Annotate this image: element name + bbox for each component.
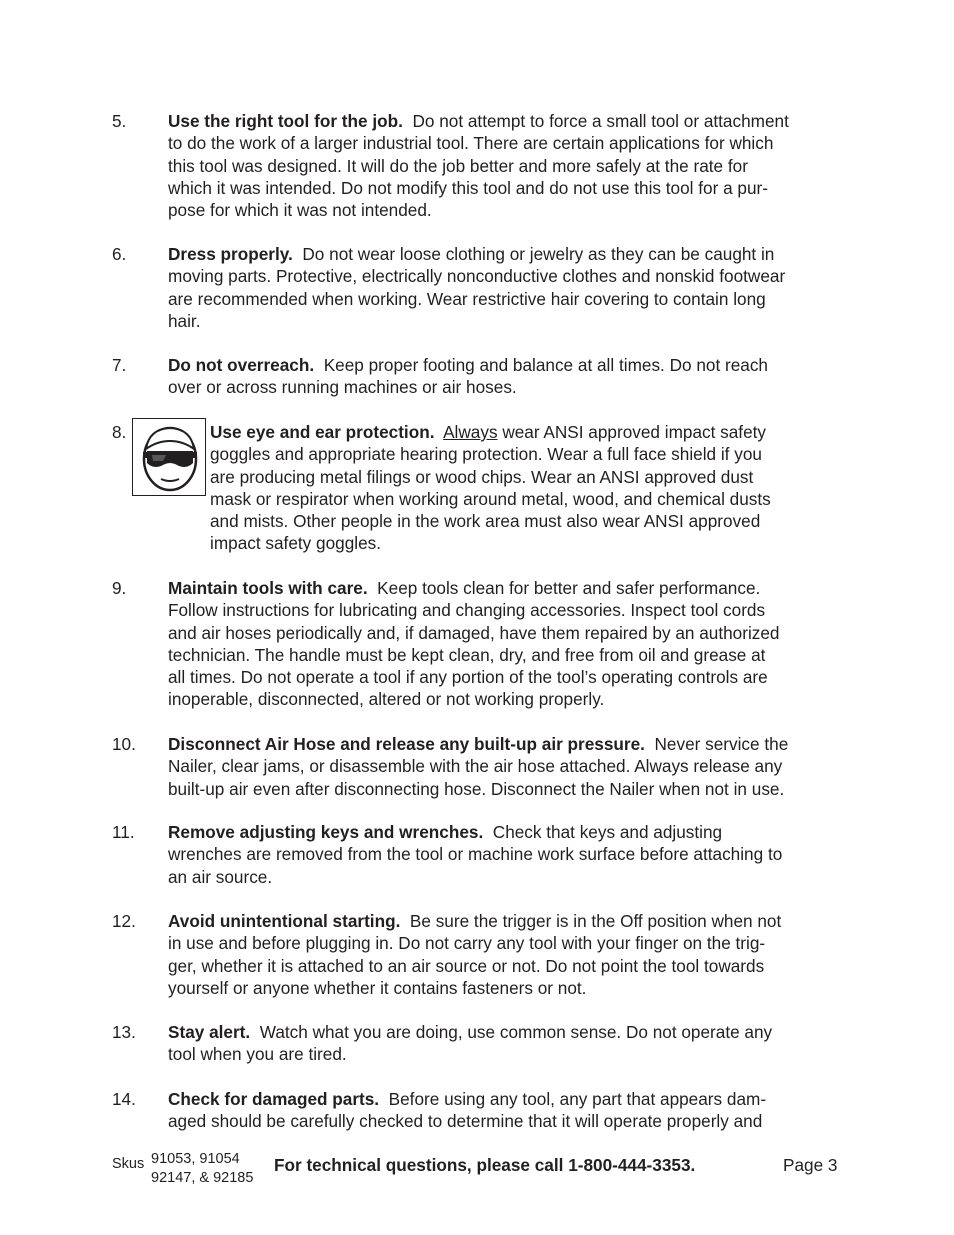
item-text: Disconnect Air Hose and release any built-up air pressure. Never service the Nailer, clear jams, or disassemble with the air hose attached. Always release any built-up air even after disconnecting hose. Disconnect the Nailer when not in use. <box>168 734 789 799</box>
item-heading: Stay alert. <box>168 1022 251 1042</box>
item-number: 12. <box>112 911 136 931</box>
item-number: 13. <box>112 1022 136 1042</box>
underlined-word: Always <box>443 422 498 442</box>
page-number: Page 3 <box>783 1155 838 1175</box>
tech-support-line: For technical questions, please call 1-800-444-3353. <box>274 1155 696 1175</box>
item-number: 6. <box>112 244 127 264</box>
item-text: Remove adjusting keys and wrenches. Check that keys and adjusting wrenches are removed from the tool or machine work surface before attaching to an air source. <box>168 822 783 887</box>
safety-goggles-icon <box>132 418 206 496</box>
item-heading: Do not overreach. <box>168 355 315 375</box>
item-number: 8. <box>112 422 127 442</box>
item-number: 11. <box>112 822 135 842</box>
item-heading: Check for damaged parts. <box>168 1089 380 1109</box>
sku-numbers: 91053, 91054 92147, & 92185 <box>151 1151 254 1186</box>
item-number: 7. <box>112 355 127 375</box>
item-heading: Dress properly. <box>168 244 293 264</box>
item-text: Dress properly. Do not wear loose clothing or jewelry as they can be caught in moving parts. Protective, electrically nonconductive clothes and nonskid footwear are recommended when working. Wear restrictive hair covering to contain long hair. <box>168 244 786 331</box>
item-text: Use eye and ear protection. Always wear ANSI approved impact safety goggles and appropriate hearing protection. Wear a full face shield if you are producing metal filings or wood chips. Wear an ANSI approved dust mask or respirator when working around metal, wood, and chemical dusts and mists. Other people in the work area must also wear ANSI approved impact safety goggles. <box>210 422 771 554</box>
item-number: 9. <box>112 578 127 598</box>
item-number: 5. <box>112 111 127 131</box>
item-text: Use the right tool for the job. Do not attempt to force a small tool or attachment to do the work of a larger industrial tool. There are certain applications for which this tool was designed. It will do the job better and more safely at the rate for which it was intended. Do not modify this tool and do not use this tool for a pur- pose for which it was not intended. <box>168 111 789 221</box>
item-heading: Use eye and ear protection. <box>210 422 435 442</box>
item-text: Stay alert. Watch what you are doing, use common sense. Do not operate any tool when you are tired. <box>168 1022 773 1065</box>
skus-label: Skus <box>112 1156 145 1172</box>
item-heading: Use the right tool for the job. <box>168 111 403 131</box>
item-heading: Disconnect Air Hose and release any built-up air pressure. <box>168 734 645 754</box>
item-text: Check for damaged parts. Before using any tool, any part that appears dam- aged should be carefully checked to determine that it will operate properly and <box>168 1089 767 1132</box>
item-text: Do not overreach. Keep proper footing and balance at all times. Do not reach over or across running machines or air hoses. <box>168 355 768 398</box>
page-footer <box>0 1150 954 1190</box>
item-text: Maintain tools with care. Keep tools clean for better and safer performance. Follow instructions for lubricating and changing accessories. Inspect tool cords and air hoses periodically and, if damaged, have them repaired by an authorized technician. The handle must be kept clean, dry, and free from oil and grease at all times. Do not operate a tool if any portion of the tool’s operating controls are inoperable, disconnected, altered or not working properly. <box>168 578 780 710</box>
item-heading: Maintain tools with care. <box>168 578 368 598</box>
item-number: 14. <box>112 1089 136 1109</box>
item-heading: Avoid unintentional starting. <box>168 911 401 931</box>
item-heading: Remove adjusting keys and wrenches. <box>168 822 484 842</box>
item-number: 10. <box>112 734 136 754</box>
item-text: Avoid unintentional starting. Be sure the trigger is in the Off position when not in use and before plugging in. Do not carry any tool with your finger on the trig- ger, whether it is attached to an air source or not. Do not point the tool towards yourself or anyone whether it contains fasteners or not. <box>168 911 782 998</box>
